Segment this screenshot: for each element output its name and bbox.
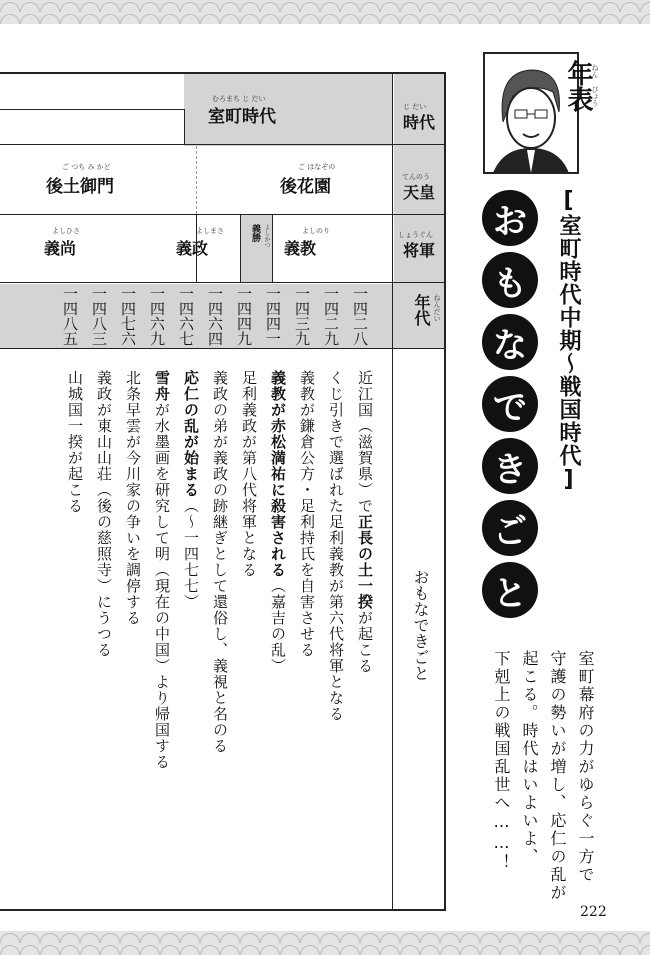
shogun-name: 義政	[176, 239, 209, 258]
shogun-boundary	[240, 214, 241, 282]
intro-text	[487, 650, 599, 902]
events-header: おもなできごと	[411, 569, 430, 681]
emperor-name: 後花園	[280, 177, 331, 197]
title-char: き	[482, 438, 538, 494]
emperor-ruby: ご はなぞの	[298, 163, 336, 171]
year-label: 一四二八	[351, 286, 369, 346]
emperor-name: 後土御門	[46, 177, 114, 197]
row-divider	[0, 348, 444, 349]
event-text: 足利義政が第八代将軍となる	[240, 370, 258, 578]
era-name: 室町時代	[208, 107, 276, 127]
event-text: 北条早雲が今川家の争いを調停する	[124, 370, 142, 626]
event-text: 義政が東山山荘（後の慈照寺）にうつる	[95, 370, 113, 658]
shogun-header-ruby: しょうぐん	[398, 231, 433, 239]
era-ruby: むろまち じ だい	[212, 95, 266, 103]
year-header: 年代	[412, 294, 431, 326]
emperor-header: 天皇	[402, 183, 435, 202]
shogun-name: 義教	[284, 239, 317, 258]
shogun-name: 義尚	[44, 239, 77, 258]
row-divider	[0, 144, 444, 145]
row-divider	[0, 214, 444, 215]
emperor-ruby: ご つち み かど	[62, 163, 111, 171]
shogun-ruby: よしかつ	[263, 224, 270, 248]
header-title: 年表	[563, 60, 593, 112]
shogun-boundary	[272, 214, 273, 282]
title-char: も	[482, 252, 538, 308]
era-header: 時代	[402, 113, 435, 132]
intro-line: 守護の勢いが増し、応仁の乱が	[548, 650, 567, 902]
title-char: と	[482, 562, 538, 618]
event-text: 雪舟が水墨画を研究して明（現在の中国）より帰国する	[153, 370, 171, 770]
shogun-name: 義勝	[250, 224, 260, 242]
year-label: 一四八五	[61, 286, 79, 346]
era-header-ruby: じ だい	[403, 103, 427, 111]
period-title: [室町時代中期〜戦国時代]	[556, 188, 581, 493]
event-text: 近江国（滋賀県）で正長の土一揆が起こる	[356, 370, 374, 674]
header-title-ruby: ねん ぴょう	[591, 64, 599, 107]
year-label: 一四六七	[177, 286, 195, 346]
row-divider	[0, 282, 444, 283]
year-label: 一四六九	[148, 286, 166, 346]
era-start-line	[0, 109, 184, 110]
shogun-ruby: よしひさ	[52, 227, 80, 235]
event-text: 山城国一揆が起こる	[66, 370, 84, 514]
year-label: 一四六四	[206, 286, 224, 346]
year-label: 一四八三	[90, 286, 108, 346]
year-label: 一四四一	[264, 286, 282, 346]
event-text: 義教が鎌倉公方・足利持氏を自害させる	[298, 370, 316, 658]
title-char: お	[482, 190, 538, 246]
era-boundary	[184, 109, 185, 144]
intro-line: 下剋上の戦国乱世へ……！	[492, 650, 511, 872]
year-label: 一四三九	[293, 286, 311, 346]
year-header-ruby: ねんだい	[433, 294, 441, 322]
event-text: 義政の弟が義政の跡継ぎとして還俗し、義視と名のる	[211, 370, 229, 754]
year-label: 一四七六	[119, 286, 137, 346]
emperor-boundary	[196, 146, 197, 214]
intro-line: 起こる。時代はいよいよ、	[520, 650, 539, 866]
page-number: 222	[580, 904, 607, 920]
emperor-header-ruby: てんのう	[402, 173, 430, 181]
title-char: で	[482, 376, 538, 432]
shogun-ruby: よしのり	[302, 227, 330, 235]
event-text: 義教が赤松満祐に殺害される（嘉吉の乱）	[269, 370, 287, 674]
shogun-ruby: よしまさ	[196, 227, 224, 235]
header-divider	[392, 74, 393, 909]
year-label: 一四四九	[235, 286, 253, 346]
bottom-pattern-band	[0, 931, 650, 955]
year-label: 一四二九	[322, 286, 340, 346]
top-pattern-band	[0, 0, 650, 24]
shogun-header: 将軍	[402, 241, 435, 260]
title-char: な	[482, 314, 538, 370]
title-char: ご	[482, 500, 538, 556]
intro-line: 室町幕府の力がゆらぐ一方で	[576, 650, 595, 884]
event-text: 応仁の乱が始まる（〜一四七七）	[182, 370, 200, 610]
event-text: くじ引きで選ばれた足利義教が第六代将軍となる	[327, 370, 345, 722]
